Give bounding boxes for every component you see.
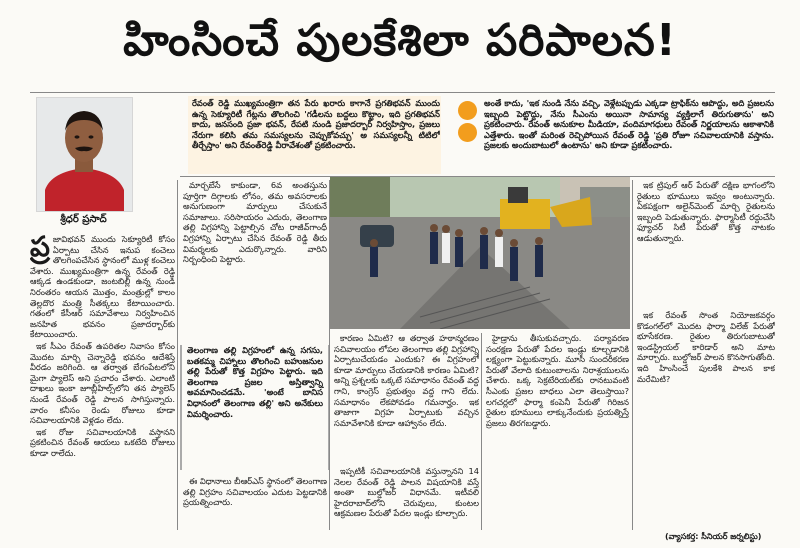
col-divider [481, 333, 482, 530]
col4-text: హైడ్రాను తీసుకువచ్చారు. పర్యావరణ సంరక్షణ పేరుతో పేదల ఇండ్లు కూల్చడానికి లక్ష్యంగా పెట్టుకున్నారు. మూసీ సుందరీకరణ పేరుతో వేలాది కుటుంబాలను నిరాశ్రయులను చేశారు. ఒక్క సెక్రటేరియట్‌కు రానటువంటి సీఎంకు ప్రజల బాధలు ఎలా తెలుస్తాయి? లగచర్లలో ఫార్మా కంపెనీ పేరుతో గిరిజన రైతుల భూములు లాక్కునేందుకు ప్రయత్నిస్తే ప్రజలు తిరగబడ్డారు. [486, 333, 629, 428]
col5-top-text: ఇక ట్రిపుల్ ఆర్ పేరుతో దక్షిణ భాగంలోని రైతులు భూములు ఇవ్వం అంటున్నారు. ఏకపక్షంగా అలైన్‌మెంట్ మార్చి రైతులను ఇబ్బంది పెడుతున్నారు. ఫార్మాసిటీ రద్దుచేసి ఫ్యూచర్ సిటీ పేరుతో కొత్త నాటకం ఆడుతున్నారు. [637, 180, 775, 243]
column-3-bottom [334, 466, 479, 532]
drop-cap: ప్ర [30, 234, 50, 263]
column-3 [334, 333, 479, 463]
quote-dot-icon [458, 123, 477, 142]
col-divider [177, 180, 178, 530]
col1-para: జావిభవన్ ముందు సెక్యూరిటీ కోసం ఏర్పాటు చేసిన ఇనుప కంచెలు తొలగింపచేసిన స్థానంలో ముళ్ల కంచెలు వేశారు. ముఖ్యమంత్రిగా ఉన్న రేవంత్ రెడ్డి ఆక్కడ ఉండకుండా, జంటబిల్లీ ఉన్న నుండి నిరంతరం ఆయన మొత్తం, మంత్రుల్లో కాలం తెల్లదొర మంత్రి సీతక్కలు కేటాయించారు. గతంలో కేసీఆర్ సమావేశాలు నిర్వహించిన జనహిత భవనం ప్రజాదర్బార్‌కు కేటాయించారు. [30, 234, 175, 340]
quote-mark [455, 98, 480, 145]
author-photo [36, 97, 133, 212]
col1-para: ఇక సీఎం రేవంత్ ఉపరితల నివాసం కోసం మొదట మార్చి చెన్నారెడ్డి భవనం ఆదేశిస్తే వీరడం జరిగింది. ఆ తర్వాత బేగంపేటలోని మైగా ప్యాలెస్ అని ప్రచారం చేశారు. ఎలాంటి దాఖలు ఇంకా జూబ్లీహిల్స్‌లోని తన ప్యాలెస్ నుండే రేవంత్ రెడ్డి పాలన సాగిస్తున్నారు. వారం కనీసం రెండు రోజులు కూడా సచివాలయానికి వెళ్లడం లేదు. [30, 340, 175, 426]
author-note: (వ్యాసకర్త: సీనియర్ జర్నలిస్టు) [665, 532, 762, 541]
col2-top-text: మార్చబేసే కాకుండా, 6వ అంతస్తును పూర్తిగా దిగ్గాలకు లోనం, తమ అవసరాలకు అనుగుణంగా మార్పులు చేసుకునే సమాజాలు. సరిసాయరం ఎదురు, తెలంగాణ తల్లి విగ్రహాన్ని పెట్టాల్సిన చోట రాజీవ్‌గాంధీ విగ్రహాన్ని ఏర్పాటు చేసిన రేవంత్ రెడ్డి తీరు విమర్శలకు ఎదుర్కొన్నారు. వారిని నిర్బంధించి పెట్టారు. [183, 180, 327, 265]
author-byline: శ్రీధర్ ప్రసాద్ [60, 214, 107, 225]
column-2-top [183, 180, 327, 340]
col3-text: కారణం ఏమిటి? ఆ తర్వాత హఠాన్మరణం సచివాలయం లోపల తెలంగాణ తల్లి విగ్రహాన్ని ఏర్పాటుచేయడం ఎందుకు? ఈ విగ్రహంలో కూడా మార్పులు చేయడానికి కారణం ఏమిటి? అన్ని ప్రశ్నలకు ఒక్కటే సమాధానం రేవంత్ వద్ద గాని, కాంగ్రెస్ ప్రభుత్వం వద్ద గాని లేదు. సమాధానం లేకపోవడం గమనార్హం. ఇక తాజాగా విగ్రహ ఏర్పాటుకు వచ్చిన సమావేశానికి కూడా ఆహ్వానం లేదు. [334, 333, 479, 428]
headline-area [0, 0, 800, 92]
intro-right-text: అంతే కాదు, 'ఇక నుండి నేను వచ్చి, వెళ్లేటప్పుడు ఎక్కడా ట్రాఫిక్‌ను ఆపొద్దు, అది ప్రజలను ఇబ్బంది పెట్టొద్దు, నేను సీఎంను అయినా సామాన్య వ్యక్తిలాగే తిరుగుతాను' అని ప్రకటించారు. రేవంత్ అనుకూల మీడియా, వందిమాగధులు రేవంత్ నిర్ణయాలను ఆకాశానికి ఎత్తేశారు. ఇంతో మరింత రెచ్చిపోయిన రేవంత్ రెడ్డి 'ప్రతి రోజూ సచివాలయానికి వస్తాను. ప్రజలకు అందుబాటులో ఉంటాను' అని కూడా ప్రకటించారు. [484, 98, 774, 151]
col3-bottom-text: ఇప్పటికీ సచివాలయానికి వస్తున్నానని 14 నెలల రేవంత్ రెడ్డి పాలన విషయానికి వస్తే అంతా బుల్డోజర్ విధానమే. ఇటీవలి హైదరాబాద్‌లోని చెరువులు, కుంటల ఆక్రమణల పేరుతో పేదల ఇండ్లు కూల్చారు. [334, 466, 479, 519]
quote-dot-icon [458, 101, 477, 120]
demolition-scene-icon [330, 177, 630, 329]
col-divider [632, 180, 633, 530]
intro-lead [192, 98, 440, 172]
col-divider [329, 180, 330, 530]
col2-bottom-text: ఈ విధానాలు బీఆర్‌ఎస్ స్థానంలో తెలంగాణ తల్లి విగ్రహం సచివాలయం ఎదుట పెట్టడానికి ప్రయత్నించారు. [183, 476, 327, 508]
col5-bottom-text: ఇక రేవంత్ సొంత నియోజకవర్గం కొడంగల్‌లో మొదట ఫార్మా విలేజ్ పేరుతో భూసేకరణ. రైతుల తిరుగుబాటుతో ఇండస్ట్రియల్ కారిడార్ అని మాట మార్చారు. బుల్డోజర్ పాలన కొనసాగుతోంది. ఇది హింసించే పులకేశి పాలన కాక మరేమిటి? [637, 310, 775, 384]
top-divider [30, 92, 775, 93]
column-5-bottom [637, 310, 775, 528]
callout-box [180, 345, 330, 470]
col1-para: ఇక రోజు సచివాలయానికి వస్తానని ప్రకటించిన రేవంత్ ఆయలు ఒకటేది రోజులు కూడా రాలేదు. [30, 426, 175, 458]
callout-text: తెలంగాణ తల్లి విగ్రహంలో ఉన్న సగసు, బతకమ్మ చిహ్నాలు తొలగించి బహుజనుల తల్లి పేరుతో కొత్త విగ్రహం పెట్టారు. ఇది తెలంగాణ ప్రజల అస్తిత్వాన్ని అవమానించడమే. 'అంటే బానిస విధానంలో తెలంగాణ తల్లి' అని అనేకులు విమర్శించారు. [187, 345, 323, 419]
demolition-photo [330, 177, 630, 329]
intro-lead-text: రేవంత్ రెడ్డి ముఖ్యమంత్రిగా తన పేరు ఖరారు కాగానే ప్రగతిభవన్ ముందు ఉన్న సెక్యూరిటీ గేట్లను తొలగించి 'గడీలను బద్దలు కొట్టాం, ఇది ప్రగతిభవన్ కాదు, జనసంది ప్రజా భవన్, రేపటి నుండి ప్రజాదర్బార్ నిర్వహిస్తాం, ప్రజలు నేరుగా కలిసి తమ సమస్యలను చెప్పుకోవచ్చు' అ సమస్యలన్నీ టిటిలో తీర్చేస్తాం' అని రేవంత్‌రెడ్డి వీరావేశంతో ప్రకటించారు. [192, 98, 440, 151]
column-1 [30, 234, 175, 534]
author-portrait-icon [37, 98, 132, 211]
intro-right [484, 98, 774, 172]
column-4 [486, 333, 629, 532]
column-2-bottom [183, 476, 327, 532]
article-headline: హింసించే పులకేశిలా పరిపాలన! [123, 15, 677, 66]
column-5-top [637, 180, 775, 308]
